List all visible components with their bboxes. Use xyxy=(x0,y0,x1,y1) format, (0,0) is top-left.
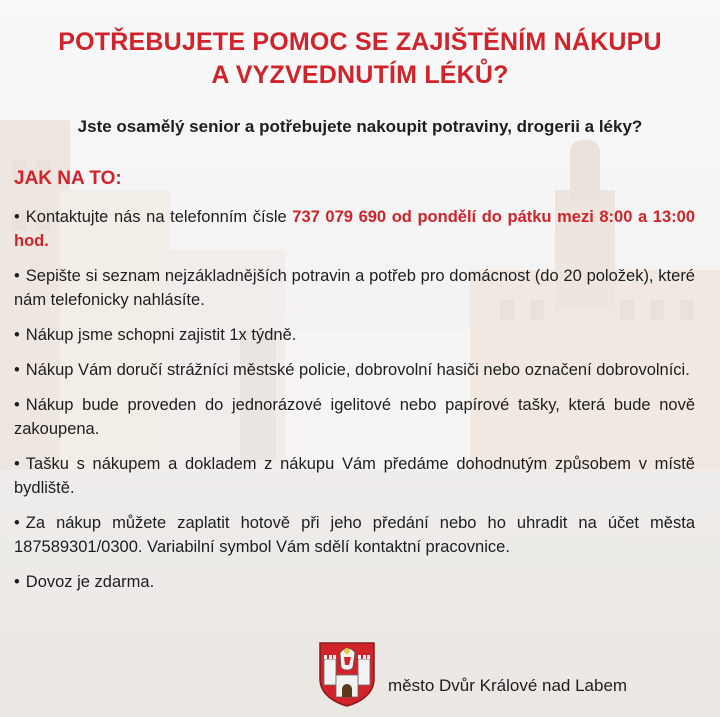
list-item-text: Nákup bude proveden do jednorázové igelitové nebo papírové tašky, která bude nově zakoupena. xyxy=(14,396,695,438)
title-line-1: POTŘEBUJETE POMOC SE ZAJIŠTĚNÍM NÁKUPU xyxy=(58,28,662,56)
list-item-text: Za nákup můžete zaplatit hotově při jeho předání nebo ho uhradit na účet města 187589301/0300. Variabilní symbol Vám sdělí kontaktní pracovnice. xyxy=(14,514,695,556)
list-item xyxy=(14,393,695,441)
list-item xyxy=(14,570,695,594)
bullet-icon: • xyxy=(14,267,20,285)
list-item-text: Tašku s nákupem a dokladem z nákupu Vám předáme dohodnutým způsobem v místě bydliště. xyxy=(14,455,695,497)
bullet-icon: • xyxy=(14,361,20,379)
bullet-icon: • xyxy=(14,326,20,344)
list-item xyxy=(14,511,695,559)
list-item xyxy=(14,358,695,382)
bullet-icon: • xyxy=(14,208,20,226)
instruction-list xyxy=(14,205,695,605)
list-item xyxy=(14,452,695,500)
bullet-icon: • xyxy=(14,514,20,532)
list-item xyxy=(14,205,695,253)
bullet-icon: • xyxy=(14,455,20,473)
footer xyxy=(318,640,627,708)
phone-and-hours: 737 079 690 od pondělí do pátku mezi 8:00 a 13:00 hod. xyxy=(14,208,695,250)
howto-heading: JAK NA TO: xyxy=(14,168,122,189)
list-item-text: Dovoz je zdarma. xyxy=(25,573,155,591)
bullet-icon: • xyxy=(14,573,20,591)
title-line-2: A VYZVEDNUTÍM LÉKŮ? xyxy=(211,61,509,89)
list-item-text: Nákup jsme schopni zajistit 1x týdně. xyxy=(25,326,297,344)
list-item-text: Sepište si seznam nejzákladnějších potravin a potřeb pro domácnost (do 20 položek), které nám telefonicky nahlásíte. xyxy=(14,267,695,309)
city-crest-icon xyxy=(318,641,376,707)
list-item-text: Kontaktujte nás na telefonním čísle xyxy=(25,208,287,226)
page-title xyxy=(0,26,720,92)
subtitle: Jste osamělý senior a potřebujete nakoupit potraviny, drogerii a léky? xyxy=(77,117,643,136)
city-name: město Dvůr Králové nad Labem xyxy=(388,676,628,695)
bullet-icon: • xyxy=(14,396,20,414)
list-item-text: Nákup Vám doručí strážníci městské policie, dobrovolní hasiči nebo označení dobrovolníci. xyxy=(25,361,690,379)
list-item xyxy=(14,264,695,312)
list-item xyxy=(14,323,695,347)
